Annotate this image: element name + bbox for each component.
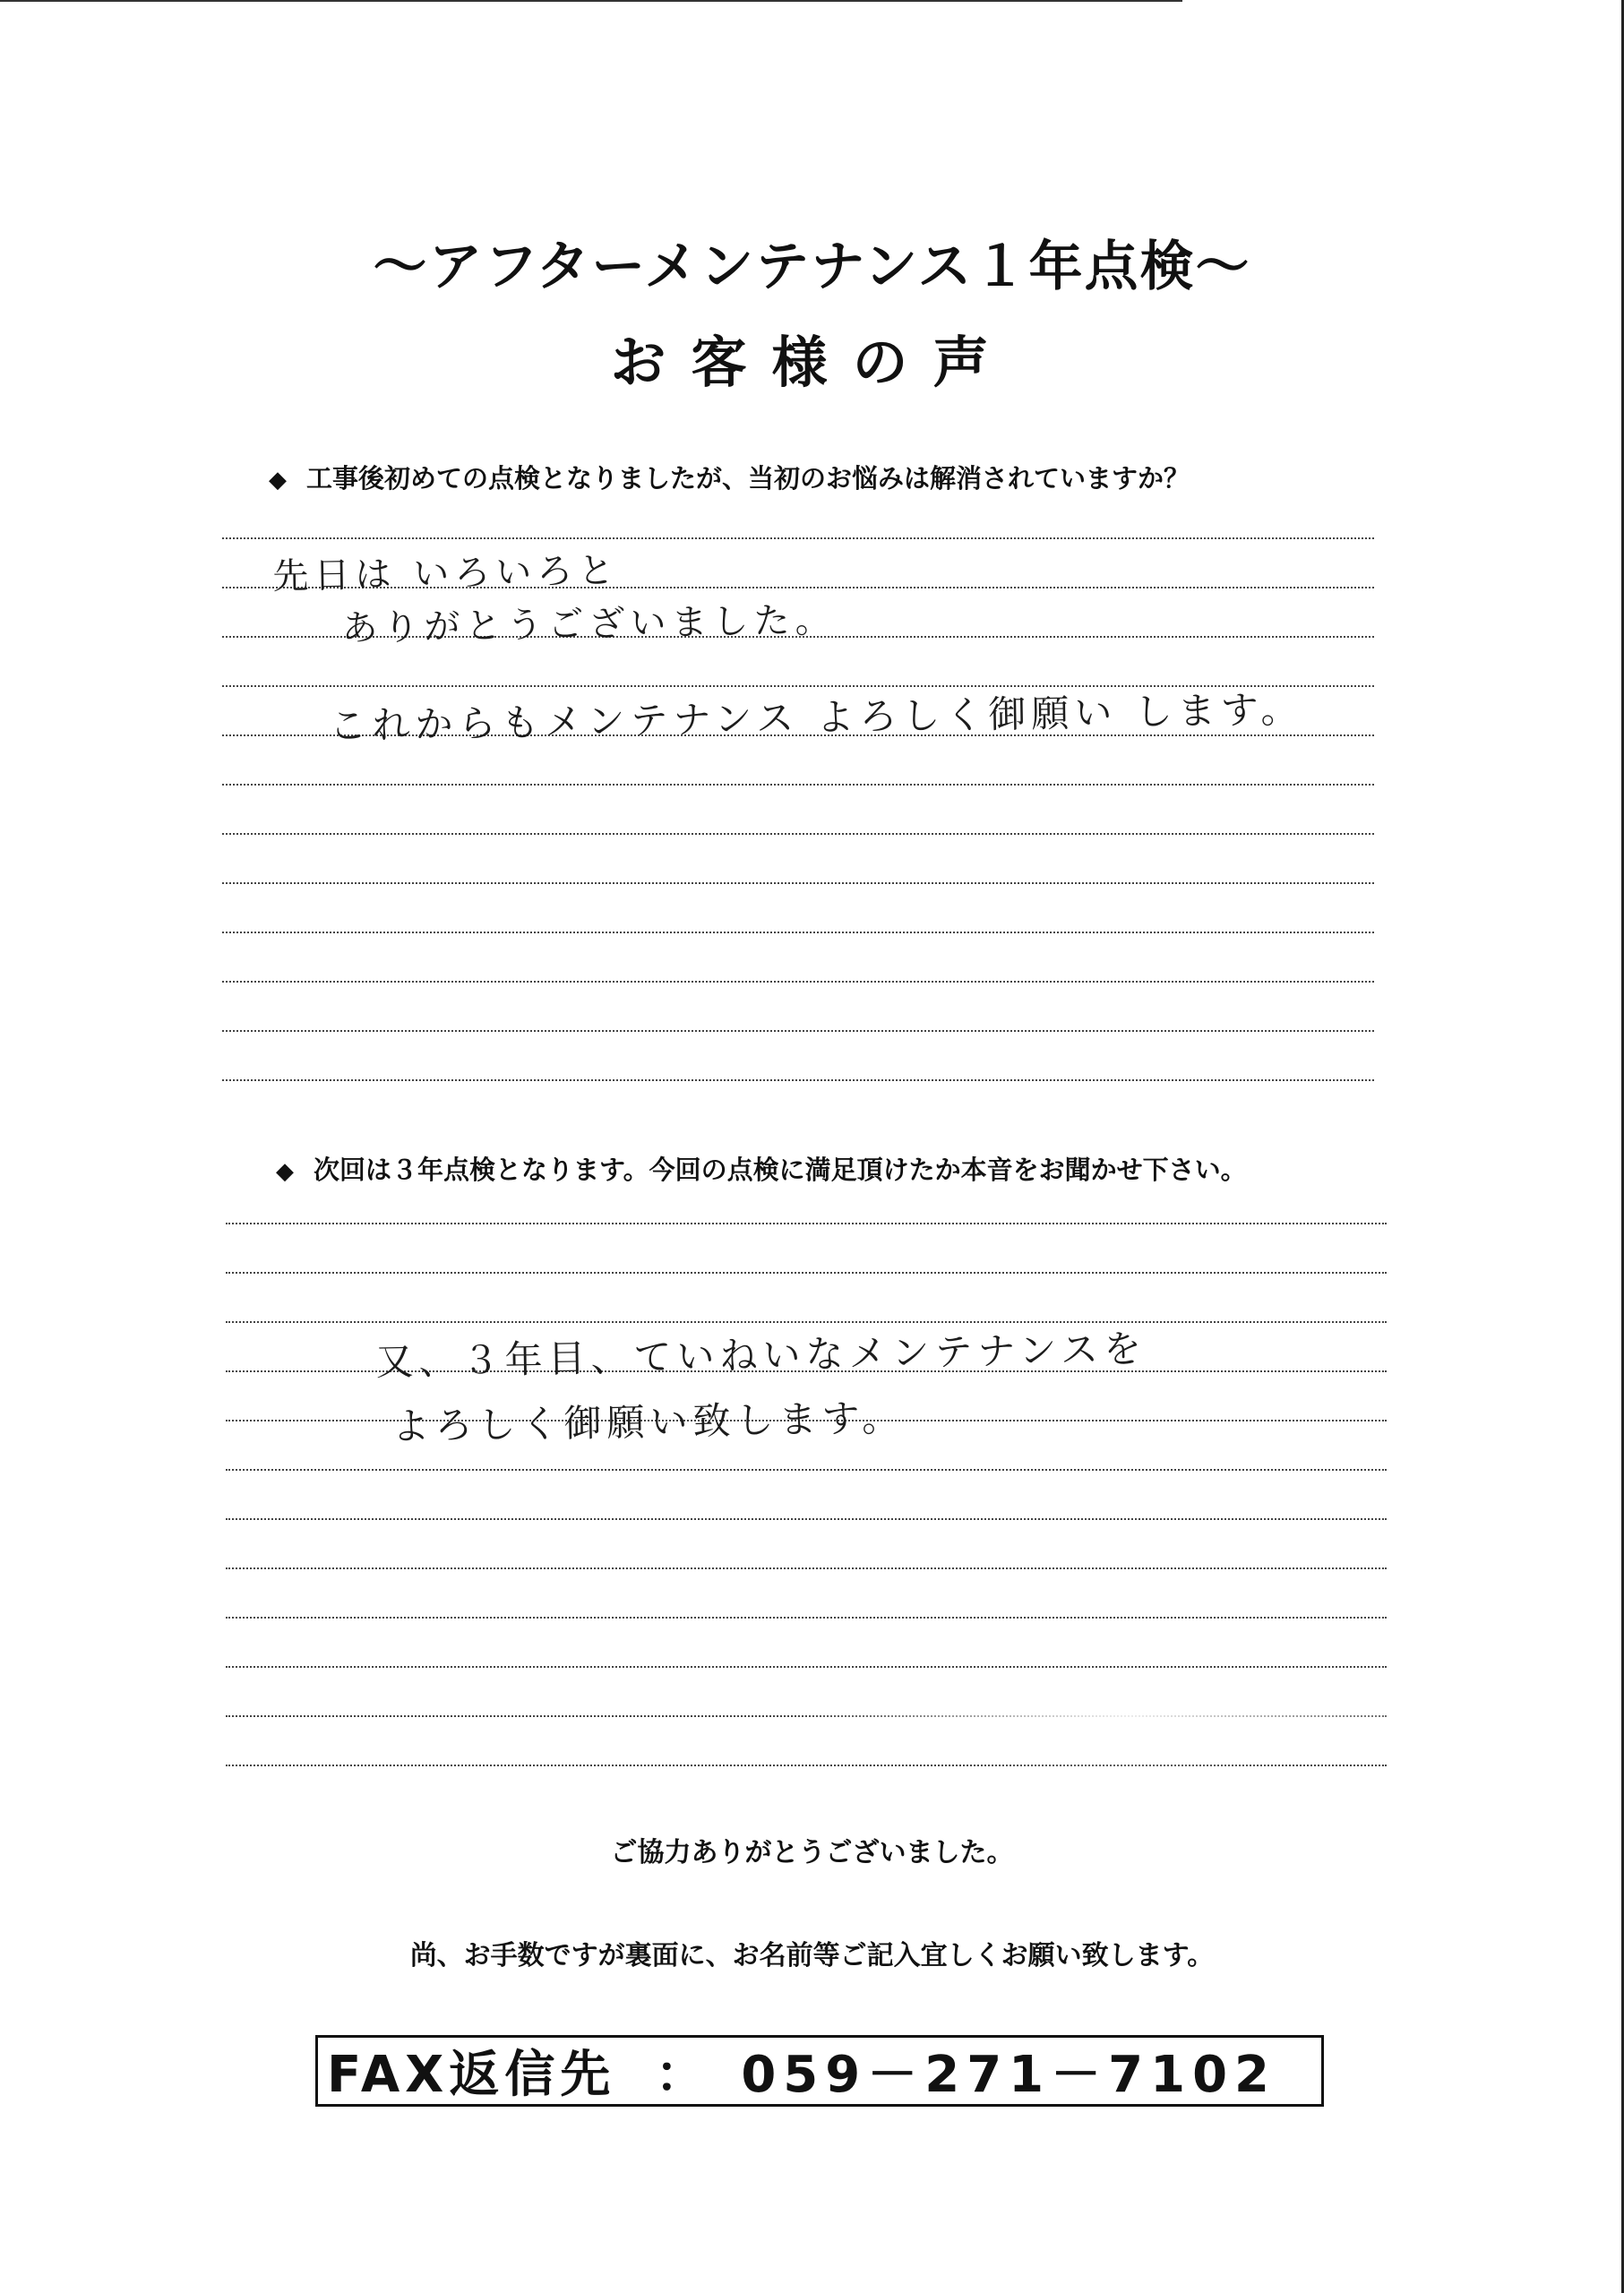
handwritten-answer-1-line-3: これからもメンテナンス よろしく御願い します。 bbox=[329, 687, 1304, 749]
dotted-rule-line bbox=[222, 882, 1374, 884]
dotted-rule-line bbox=[226, 1272, 1387, 1274]
question-1 bbox=[269, 459, 1190, 495]
dotted-rule-line bbox=[222, 537, 1374, 539]
fax-reply-box bbox=[315, 2035, 1324, 2107]
question-1-text: 工事後初めての点検となりましたが、当初のお悩みは解消されていますか？ bbox=[306, 463, 1190, 494]
dotted-rule-line bbox=[222, 981, 1374, 983]
handwritten-answer-2-line-2: よろしく御願い致します。 bbox=[391, 1396, 906, 1449]
dotted-rule-line bbox=[226, 1469, 1387, 1471]
question-2 bbox=[276, 1150, 1247, 1187]
fax-label: FAX返信先 bbox=[327, 2046, 616, 2104]
instruction-note: 尚、お手数ですが裏面に、お名前等ご記入宜しくお願い致します。 bbox=[409, 1940, 1215, 1971]
dotted-rule-line bbox=[222, 784, 1374, 786]
dotted-rule-line bbox=[222, 932, 1374, 933]
dotted-rule-line bbox=[226, 1567, 1387, 1569]
dotted-rule-line bbox=[226, 1223, 1387, 1224]
page-title: ～アフターメンテナンス１年点検～ bbox=[373, 236, 1251, 298]
dotted-rule-line bbox=[222, 1030, 1374, 1032]
dotted-rule-line bbox=[226, 1518, 1387, 1520]
handwritten-answer-2-line-1: 又、３年目、ていねいなメンテナンスを bbox=[375, 1326, 1147, 1385]
diamond-bullet-icon: ◆ bbox=[269, 467, 287, 494]
thanks-message: ご協力ありがとうございました。 bbox=[610, 1837, 1014, 1868]
dotted-rule-line bbox=[222, 833, 1374, 835]
dotted-rule-line bbox=[226, 1617, 1387, 1619]
dotted-rule-line bbox=[226, 1321, 1387, 1323]
handwritten-answer-1-line-2: ありがとうございました。 bbox=[341, 599, 837, 650]
dotted-rule-line bbox=[222, 1079, 1374, 1081]
question-2-text: 次回は３年点検となります。今回の点検に満足頂けたか本音をお聞かせ下さい。 bbox=[314, 1155, 1247, 1185]
diamond-bullet-icon: ◆ bbox=[276, 1158, 294, 1185]
scan-edge-top bbox=[0, 0, 1182, 2]
page-subtitle: お客様の声 bbox=[610, 330, 1014, 395]
fax-separator: ： bbox=[655, 2046, 706, 2104]
correction-smudge bbox=[788, 1666, 1469, 1773]
handwritten-answer-1-line-1: 先日は いろいろと bbox=[272, 550, 620, 598]
fax-number: 059－271－7102 bbox=[741, 2046, 1276, 2104]
